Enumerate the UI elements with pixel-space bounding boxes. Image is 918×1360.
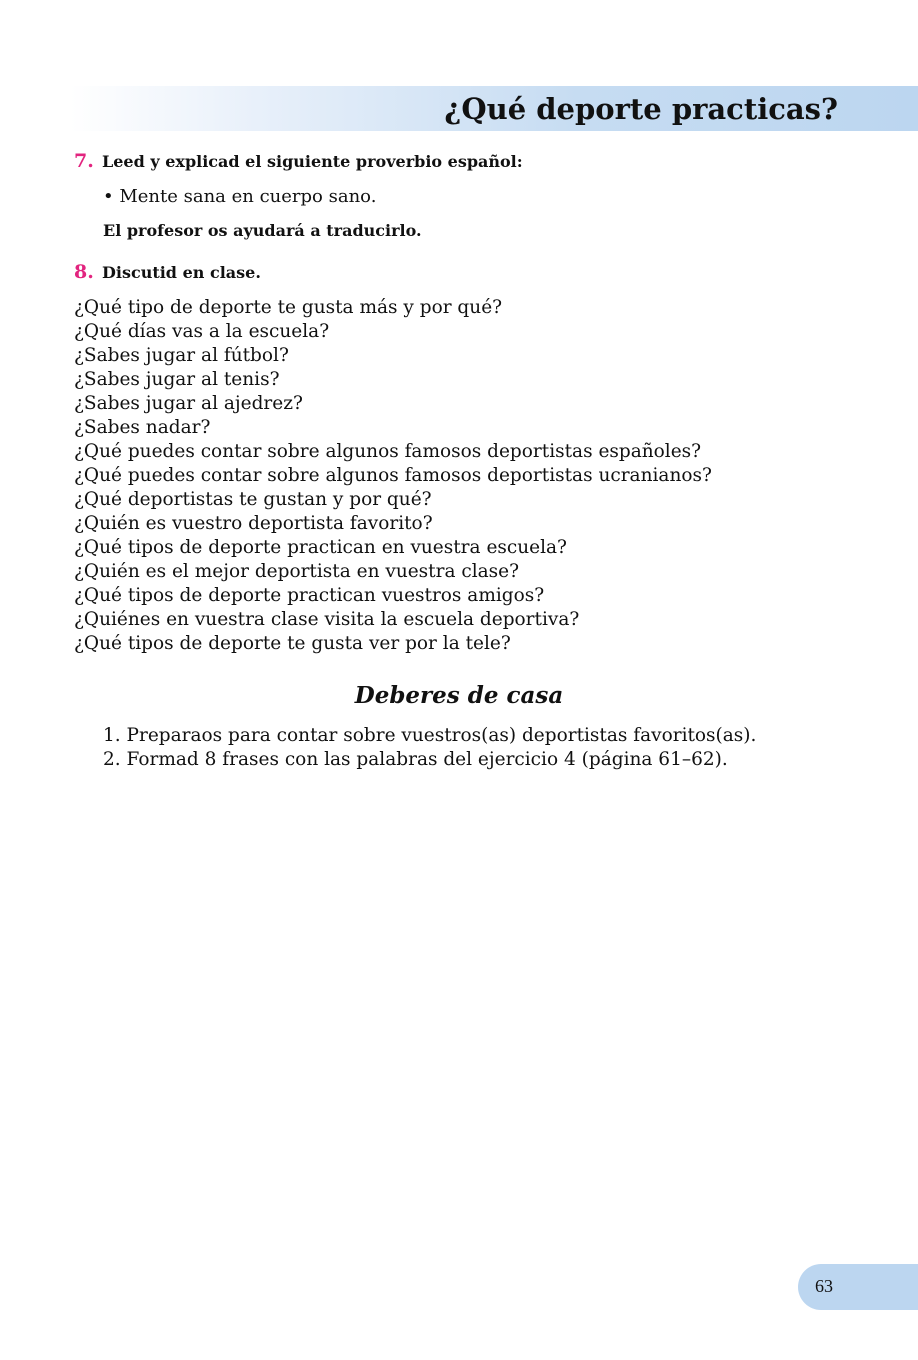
list-item: ¿Qué tipos de deporte practican en vuestra escuela? xyxy=(74,537,567,558)
list-item: ¿Quiénes en vuestra clase visita la escuela deportiva? xyxy=(74,609,580,630)
list-item: ¿Qué días vas a la escuela? xyxy=(74,321,330,342)
list-item: ¿Sabes jugar al tenis? xyxy=(74,369,280,390)
exercise-number: 8. xyxy=(74,261,94,283)
list-item: ¿Sabes jugar al fútbol? xyxy=(74,345,289,366)
page-title: ¿Qué deporte practicas? xyxy=(444,92,838,126)
proverb-bullet: • Mente sana en cuerpo sano. xyxy=(103,186,377,207)
list-item: ¿Sabes jugar al ajedrez? xyxy=(74,393,303,414)
homework-heading: Deberes de casa xyxy=(354,682,564,709)
list-item: 1. Preparaos para contar sobre vuestros(as) deportistas favoritos(as). xyxy=(103,725,757,746)
list-item: ¿Qué tipos de deporte te gusta ver por la tele? xyxy=(74,633,511,654)
list-item: ¿Sabes nadar? xyxy=(74,417,211,438)
list-item: ¿Quién es el mejor deportista en vuestra clase? xyxy=(74,561,520,582)
list-item: 2. Formad 8 frases con las palabras del ejercicio 4 (página 61–62). xyxy=(103,749,728,770)
list-item: ¿Qué puedes contar sobre algunos famosos deportistas ucranianos? xyxy=(74,465,712,486)
exercise-8-header xyxy=(74,261,261,283)
page-number: 63 xyxy=(815,1276,833,1296)
list-item: ¿Qué tipo de deporte te gusta más y por qué? xyxy=(74,297,503,318)
exercise-instruction: Leed y explicad el siguiente proverbio español: xyxy=(102,152,523,171)
question-list xyxy=(74,296,712,656)
list-item: ¿Quién es vuestro deportista favorito? xyxy=(74,513,433,534)
exercise-instruction: Discutid en clase. xyxy=(102,263,261,282)
list-item: ¿Qué puedes contar sobre algunos famosos deportistas españoles? xyxy=(74,441,702,462)
list-item: ¿Qué deportistas te gustan y por qué? xyxy=(74,489,432,510)
list-item: ¿Qué tipos de deporte practican vuestros amigos? xyxy=(74,585,545,606)
homework-list xyxy=(103,724,756,772)
exercise-7-header xyxy=(74,150,523,172)
exercise-number: 7. xyxy=(74,150,94,172)
exercise-note: El profesor os ayudará a traducirlo. xyxy=(103,221,422,240)
